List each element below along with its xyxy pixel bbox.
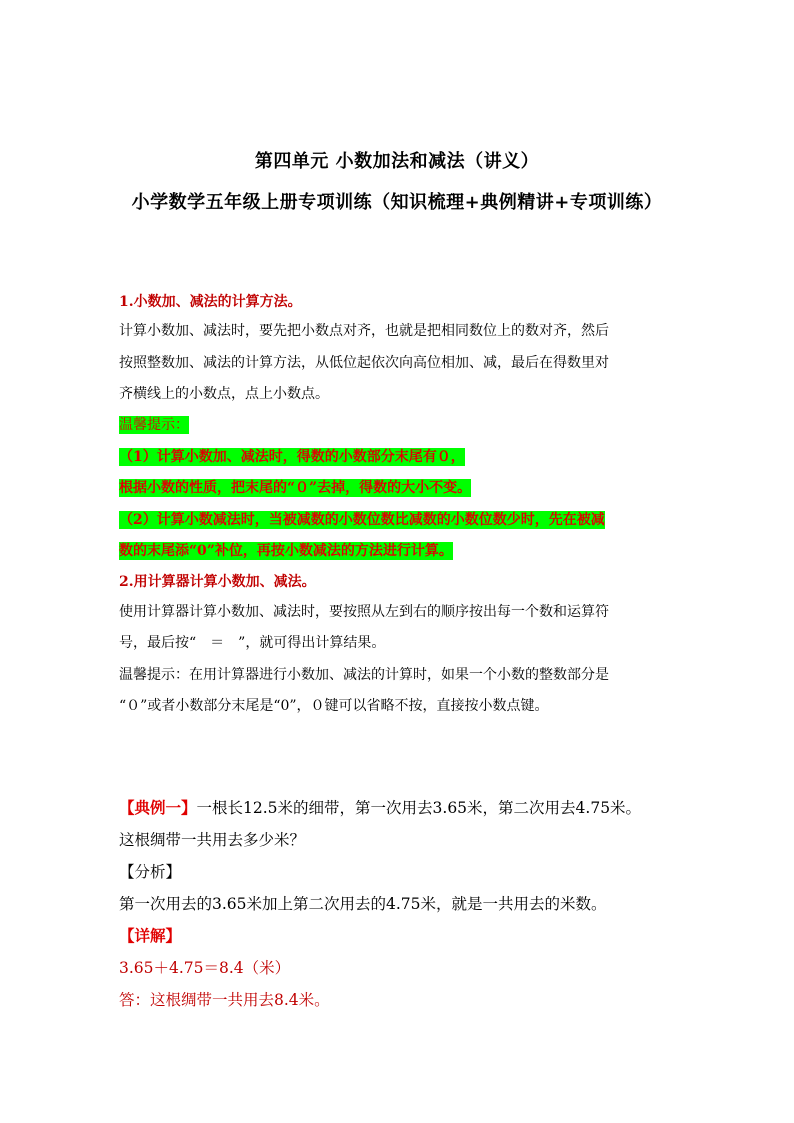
equation: 3.65＋4.75＝8.4（米） bbox=[119, 959, 291, 977]
tip-line-3: （2）计算小数减法时，当被减数的小数位数比减数的小数位数少时，先在被减 bbox=[119, 512, 605, 528]
detail-label: 【详解】 bbox=[119, 926, 182, 945]
answer bbox=[119, 989, 679, 1011]
section2-body-line-3: 温馨提示：在用计算器进行小数加、减法的计算时，如果一个小数的整数部分是 bbox=[119, 667, 609, 683]
answer-text: 答：这根绸带一共用去8.4米。 bbox=[119, 991, 330, 1009]
example-question-text: 一根长12.5米的细带，第一次用去3.65米，第二次用去4.75米。 bbox=[196, 799, 642, 817]
example-label: 【典例一】 bbox=[119, 798, 197, 817]
section1-body-line-1: 计算小数加、减法时，要先把小数点对齐，也就是把相同数位上的数对齐，然后 bbox=[119, 323, 609, 339]
page-subtitle: 小学数学五年级上册专项训练（知识梳理+典例精讲+专项训练） bbox=[131, 192, 663, 213]
section2-body-line-1: 使用计算器计算小数加、减法时，要按照从左到右的顺序按出每一个数和运算符 bbox=[119, 604, 609, 620]
tip-line-4: 数的末尾添“0”补位，再按小数减法的方法进行计算。 bbox=[119, 543, 453, 559]
analysis-text: 第一次用去的3.65米加上第二次用去的4.75米，就是一共用去的米数。 bbox=[119, 895, 607, 913]
section1-heading: 1.小数加、减法的计算方法。 bbox=[119, 294, 302, 310]
section1-body-line-2: 按照整数加、减法的计算方法，从低位起依次向高位相加、减，最后在得数里对 bbox=[119, 355, 609, 371]
example-question-line-2: 这根绸带一共用去多少米？ bbox=[119, 831, 306, 849]
section2-heading: 2.用计算器计算小数加、减法。 bbox=[119, 574, 316, 590]
section2-body-line-4: “０”或者小数部分末尾是“0”，０键可以省略不按，直接按小数点键。 bbox=[119, 698, 549, 714]
section2-body-line-2: 号，最后按“ ＝ ”，就可得出计算结果。 bbox=[119, 635, 386, 651]
tip-line-2: 根据小数的性质，把末尾的“０”去掉，得数的大小不变。 bbox=[119, 480, 472, 496]
example-question-line-1 bbox=[119, 797, 679, 819]
tip-line-1: （1）计算小数加、减法时，得数的小数部分末尾有０， bbox=[119, 449, 465, 465]
section1-body-line-3: 齐横线上的小数点，点上小数点。 bbox=[119, 386, 329, 402]
tip-label: 温馨提示： bbox=[119, 417, 189, 433]
page-title: 第四单元 小数加法和减法（讲义） bbox=[254, 151, 540, 172]
analysis-label: 【分析】 bbox=[119, 863, 182, 881]
